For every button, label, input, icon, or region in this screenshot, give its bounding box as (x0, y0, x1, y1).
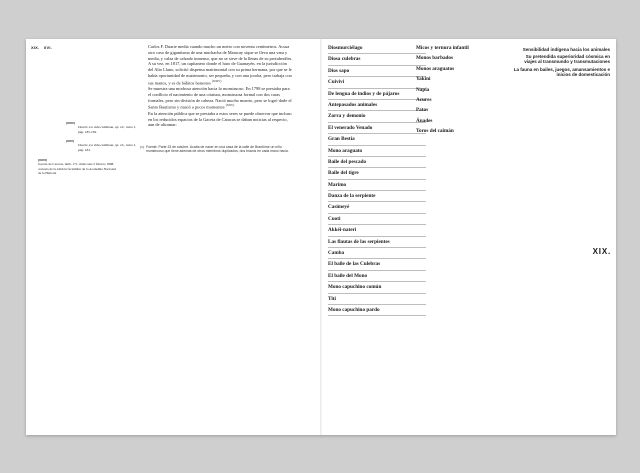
list-item: Camba (328, 248, 426, 259)
list-item: Acures (416, 96, 432, 103)
list-item: Akkéi-nateri (328, 225, 426, 236)
page-number-right: XVI. (43, 45, 53, 50)
list-item: Toros del caimán (416, 128, 454, 135)
theme-heading: La fauna en bailes, juegos, amansamientos e inicios de domesticación (513, 66, 610, 77)
page-number-left: XIX. (31, 45, 40, 50)
list-item: Yakini (416, 76, 431, 83)
margin-note-number: (XXVI) (38, 158, 47, 162)
margin-note-text: Duarte, La vida cotidiana, op. cit., tomo I, pág. 184. (78, 143, 136, 152)
body-paragraph: Carlos F. Duarte media cuando mucho un metro con noventa centímetros. Acusa otro caso de gigantismo de una muchacha de Maracay sique se lleva una vara y media, y calza de calzado inmenso, que no se sirve de la llenas de su protuberáles. A su vez, en 1817, un capitanero donde el haro de Guanayén, en la jurisdicción del Alto Llano, solicitó dispensa matrimonial con su prima hermana, por que se le había oportunidad de matrimonio, ser pequeña, y con una joroba, pero trabaja con sus manos, y es de hábitos honestos $^{(XXIV)}$ (148, 44, 293, 86)
margin-note (38, 158, 118, 175)
list-item: Cuivivi (328, 77, 426, 88)
list-item: Cuoti (328, 214, 426, 225)
page-numbers (31, 45, 55, 50)
list-item: Patos (416, 107, 429, 114)
footnote-text: Fuente: Parte 33 de octubre. Acaba de nacer en una casa de la calle de Brantôme un niño monstruoso que tiene además de otros miembros duplicados, dos brazos en cada mano hacia. (146, 145, 289, 154)
margin-note-number: (XXIV) (66, 121, 75, 125)
list-item: Micos y ternura infantil (416, 45, 469, 51)
list-item: Mono araguato (328, 146, 426, 157)
list-item: Mono capuchino pardo (328, 305, 426, 316)
list-item: Monos araguatos (416, 65, 455, 72)
theme-heading: Su pretendida superioridad cósmica en viajes al transmundo y transmutaciones (524, 54, 610, 65)
section-number: XIX. (592, 247, 611, 256)
list-item: De lengua de indios y de pájaros (328, 89, 426, 100)
margin-note (66, 121, 136, 134)
list-item: El venerado Venado (328, 123, 426, 134)
footnote-ref: (XXIV) (211, 78, 222, 83)
margin-note (66, 139, 136, 152)
margin-note-text: Gaceta de Caracas, núm. 171, miércoles 2 febrero 1808, cortesía de la edición facsimilar de la Academia Nacional de la Historia (38, 162, 116, 175)
theme-heading: Sensibilidad indígena hacia los animales (522, 47, 610, 52)
list-item: Titi (328, 294, 426, 305)
list-item: Diosa culebras (328, 54, 426, 65)
list-item: Las flautas de las serpientes (328, 237, 426, 248)
margin-note-text: Duarte, La vida cotidiana, op. cit., tomo I, pág. 183-184. (78, 125, 136, 134)
list-item: Ánades (416, 117, 433, 124)
list-item: Dios sapo (328, 66, 426, 77)
list-item: Gran Bestia (328, 134, 426, 145)
index-list-right (416, 43, 502, 137)
body-paragraph: Se muestra una morbosa atención hacia lo monstruoso. En 1798 se prestaba para el conflicto el nacimiento de una criatura, monstruosa formal con dos caras formales, pero sin división de cabeza. Nació mucho muerto, pero se logró darle el Santo Bautismo y murió a pocos momentos $^{(XXV)}$ (148, 86, 292, 110)
list-item: Antepasados animales (328, 100, 426, 111)
book-gutter (320, 39, 322, 435)
section-themes (512, 47, 610, 79)
main-body-text (148, 44, 293, 128)
list-item: Zorra y demonio (328, 111, 426, 122)
footnote-ref: (XXV) (225, 103, 235, 108)
list-item: El baile de las Culebras (328, 259, 426, 270)
list-item: Marimo (328, 180, 426, 191)
list-item: Monos barbados (416, 55, 454, 62)
index-list-left (328, 43, 426, 316)
list-item: Casimeyé (328, 202, 426, 213)
list-item: Baile del tigre (328, 168, 426, 179)
margin-note-number: (XXV) (66, 139, 75, 143)
list-item: Napia (416, 86, 430, 93)
list-item: El baile del Mono (328, 271, 426, 282)
list-item: Diosmurciélago (328, 43, 426, 54)
list-item: Baile del pescado (328, 157, 426, 168)
list-item: Mono capuchino común (328, 282, 426, 293)
book-spread (26, 39, 616, 435)
footnote-mark: (5) (140, 145, 144, 149)
list-item: Danza de la serpiente (328, 191, 426, 202)
body-paragraph: En la atención pública que se prestaba a estos seres se puede observar que incluso en los reducidos espacios de la Gaceta de Caracas se daban noticias al respecto, aun de ultramar: (148, 110, 292, 128)
